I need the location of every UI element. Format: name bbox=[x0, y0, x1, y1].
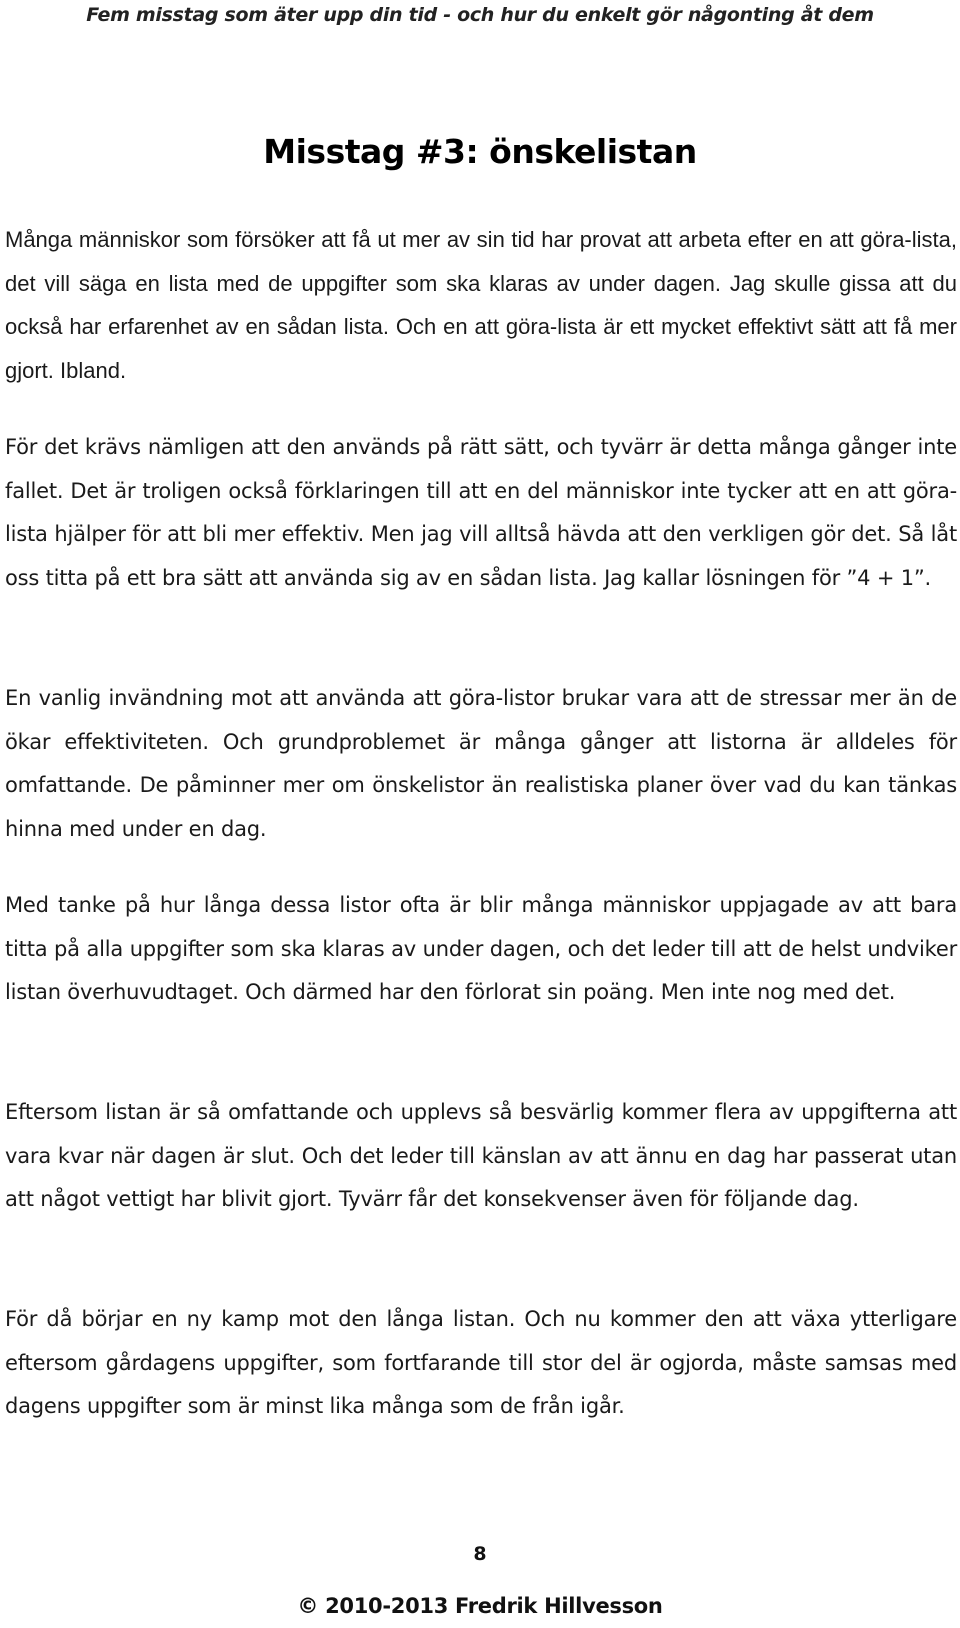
paragraph-3: En vanlig invändning mot att använda att göra-listor brukar vara att de stressar mer än de ökar effektiviteten. Och grundproblemet är många gånger att listorna är alldeles för omfattande. De påminner mer om önskelistor än realistiska planer över vad du kan tänkas hinna med under en dag. bbox=[5, 686, 957, 841]
paragraph-1: Många människor som försöker att få ut mer av sin tid har provat att arbeta efter en att göra-lista, det vill säga en lista med de uppgifter som ska klaras av under dagen. Jag skulle gissa att du också har erfarenhet av en sådan lista. Och en att göra-lista är ett mycket effektivt sätt att få mer gjort. Ibland. bbox=[5, 227, 957, 383]
paragraph-5: Eftersom listan är så omfattande och upplevs så besvärlig kommer flera av uppgifterna att vara kvar när dagen är slut. Och det leder till känslan av att ännu en dag har passerat utan att något vettigt har blivit gjort. Tyvärr får det konsekvenser även för följande dag. bbox=[5, 1100, 957, 1211]
paragraph-6: För då börjar en ny kamp mot den långa listan. Och nu kommer den att växa ytterligare eftersom gårdagens uppgifter, som fortfarande till stor del är ogjorda, måste samsas med dagens uppgifter som är minst lika många som de från igår. bbox=[5, 1307, 957, 1418]
page-number: 8 bbox=[473, 1543, 487, 1565]
paragraph-2: För det krävs nämligen att den används på rätt sätt, och tyvärr är detta många gånger inte fallet. Det är troligen också förklaringen till att en del människor inte tycker att en att göra-lista hjälper för att bli mer effektiv. Men jag vill alltså hävda att den verkligen gör det. Så låt oss titta på ett bra sätt att använda sig av en sådan lista. Jag kallar lösningen för ”4 + 1”. bbox=[5, 435, 957, 590]
paragraph-4: Med tanke på hur långa dessa listor ofta är blir många människor uppjagade av att bara titta på alla uppgifter som ska klaras av under dagen, och det leder till att de helst undviker listan överhuvudtaget. Och därmed har den förlorat sin poäng. Men inte nog med det. bbox=[5, 893, 957, 1004]
running-header: Fem misstag som äter upp din tid - och hur du enkelt gör någonting åt dem bbox=[86, 4, 874, 26]
chapter-title: Misstag #3: önskelistan bbox=[263, 132, 697, 171]
copyright-notice: © 2010-2013 Fredrik Hillvesson bbox=[297, 1594, 663, 1618]
